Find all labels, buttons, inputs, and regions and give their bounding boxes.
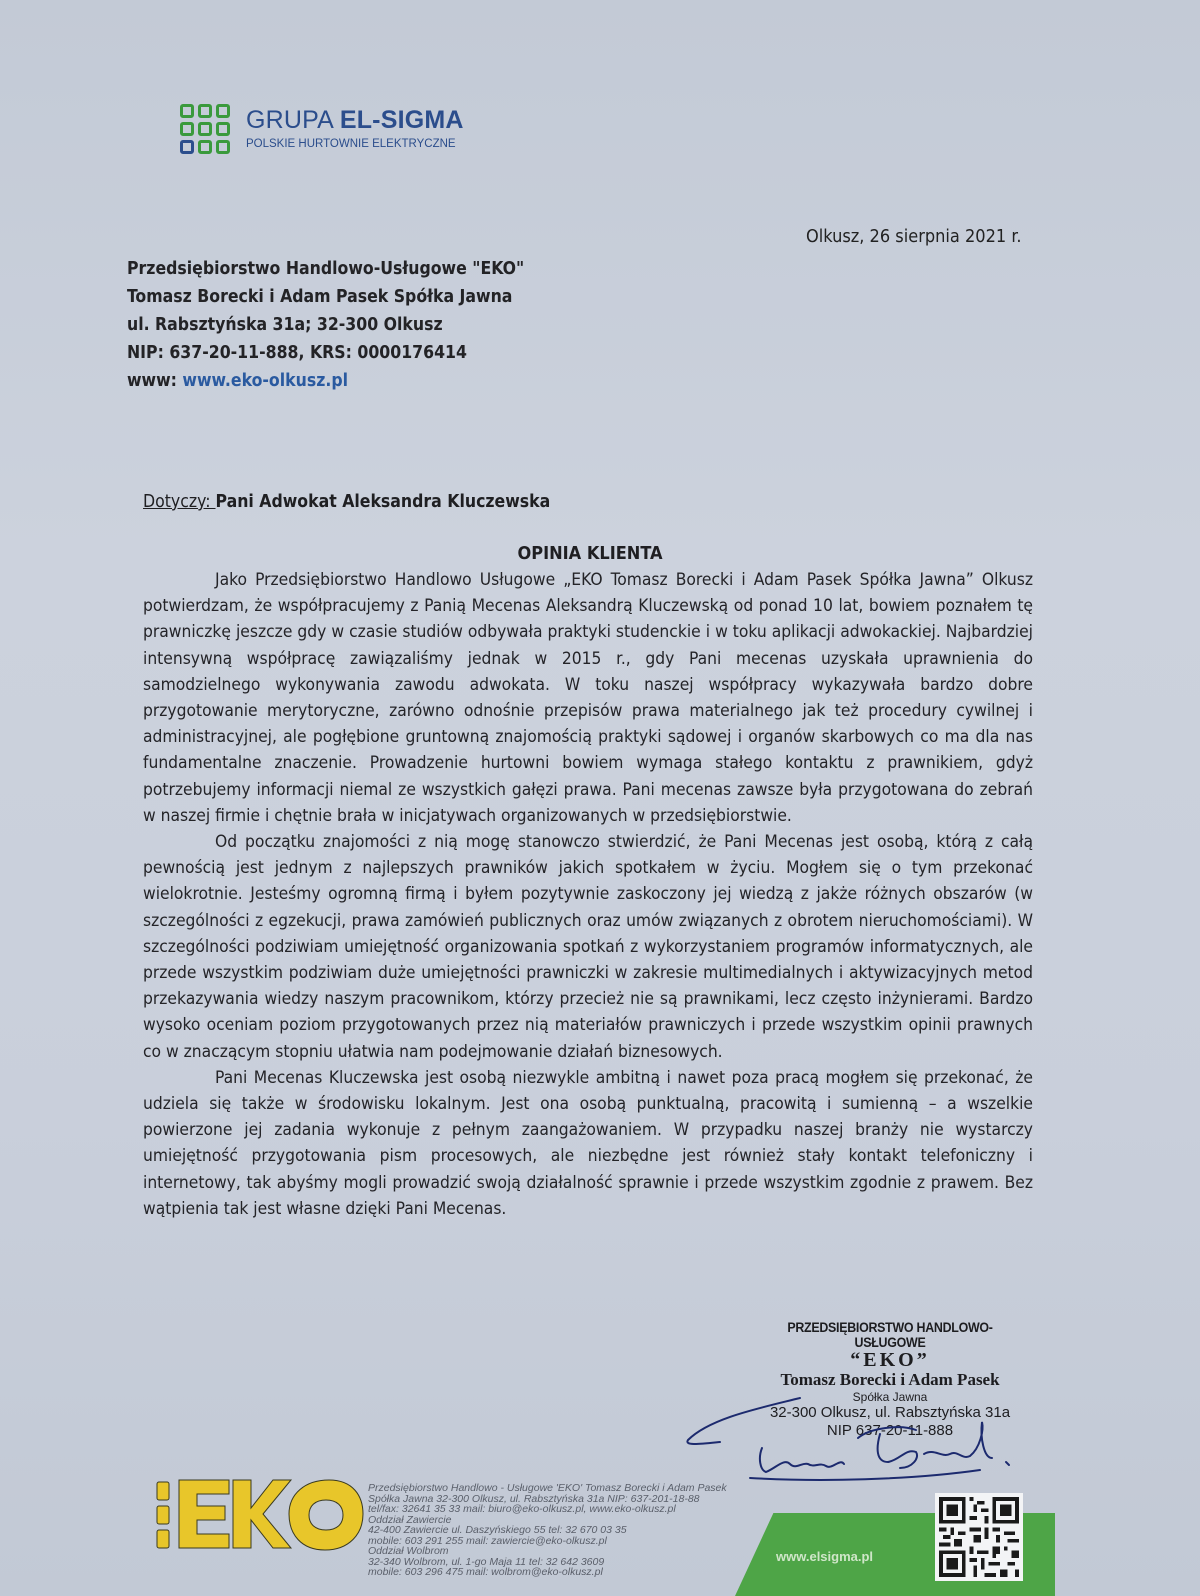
stamp-line: PRZEDSIĘBIORSTWO HANDLOWO-USŁUGOWE (787, 1320, 993, 1350)
stamp-line: 32-300 Olkusz, ul. Rabsztyńska 31a (769, 1404, 1011, 1421)
stamp-line: “EKO” (850, 1349, 930, 1371)
brand-name (246, 106, 464, 135)
footer-contact (368, 1483, 727, 1578)
www-label: www: (127, 371, 183, 391)
footer-line: 42-400 Zawiercie ul. Daszyńskiego 55 tel: 32 670 03 35 (368, 1524, 627, 1536)
letter-date: Olkusz, 26 sierpnia 2021 r. (806, 226, 1022, 247)
brand-name-bold: EL-SIGMA (339, 106, 464, 134)
el-sigma-grid-logo-icon (180, 104, 232, 160)
sender-www (127, 367, 524, 395)
subject-line (143, 492, 550, 512)
body-paragraph: Od początku znajomości z nią mogę stanowczo stwierdzić, że Pani Mecenas jest osobą, którą z całą pewnością jest jednym z najlepszych prawników jakich spotkałem w życiu. Mogłem się o tym przekonać wielokrotnie. Jesteśmy ogromną firmą i byłem pozytywnie zaskoczony jej wiedzą z jakże różnych obszarów (w szczególności z egzekucji, prawa zamówień publicznych oraz umów związanych z obrotem nieruchomościami). W szczególności podziwiam umiejętność organizowania spotkań z wykorzystaniem programów informatycznych, ale przede wszystkim podziwiam duże umiejętności prawniczki w zakresie multimedialnych i aktywizacyjnych metod przekazywania wiedzy naszym pracownikom, którzy przecież nie są prawnikami, lecz często inżynierami. Bardzo wysoko oceniam poziom przygotowanych przez nią materiałów prawniczych i przede wszystkim opinii prawnych co w znaczącym stopniu ułatwia nam podejmowanie działań biznesowych. (143, 832, 1033, 1062)
subject-label: Dotyczy: (143, 492, 216, 512)
sender-address (127, 255, 524, 395)
body-paragraph: Jako Przedsiębiorstwo Handlowo Usługowe „EKO Tomasz Borecki i Adam Pasek Spółka Jawna” Olkusz potwierdzam, że współpracujemy z Panią Mecenas Aleksandrą Kluczewską od ponad 10 lat, bowiem poznałem tę prawniczkę jeszcze gdy w czasie studiów odbywała praktyki studenckie i w toku aplikacji adwokackiej. Najbardziej intensywną współpracę zawiązaliśmy jednak w 2015 r., gdy Pani mecenas uzyskała uprawnienia do samodzielnego wykonywania zawodu adwokata. W toku naszej współpracy wykazywała bardzo dobre przygotowanie merytoryczne, zarówno odnośnie przepisów prawa materialnego jak też procedury cywilnej i administracyjnej, ale pogłębione gruntowną znajomością praktyki sądowej i organów skarbowych co ma dla nas fundamentalne znaczenie. Prowadzenie hurtowni bowiem wymaga stałego kontaktu z prawnikiem, gdyż potrzebujemy informacji niemal ze wszystkich gałęzi prawa. Pani mecenas zawsze była przygotowana do zebrań w naszej firmie i chętnie brała w inicjatywach organizowanych w przedsiębiorstwie. (143, 570, 1033, 826)
handwritten-signature-icon (680, 1378, 1040, 1488)
footer-line: Oddział Zawiercie (368, 1513, 452, 1526)
footer-line: 32-340 Wolbrom, ul. 1-go Maja 11 tel: 32 642 3609 (368, 1555, 605, 1568)
brand-prefix: GRUPA (246, 106, 340, 134)
qr-code-icon (935, 1493, 1023, 1581)
stamp-line: NIP 637-20-11-888 (826, 1422, 954, 1439)
footer-line: mobile: 603 291 255 mail: zawiercie@eko-olkusz.pl (368, 1534, 607, 1547)
document-title: OPINIA KLIENTA (517, 543, 663, 564)
website-link[interactable]: www.eko-olkusz.pl (182, 371, 348, 391)
footer-line: tel/fax: 32641 35 33 mail: biuro@eko-olkusz.pl, www.eko-olkusz.pl (368, 1503, 676, 1515)
sender-line: Przedsiębiorstwo Handlowo-Usługowe "EKO" (127, 259, 525, 279)
footer-line: Przedsiębiorstwo Handlowo - Usługowe 'EKO' Tomasz Borecki i Adam Pasek (368, 1482, 727, 1494)
subject-value: Pani Adwokat Aleksandra Kluczewska (215, 492, 551, 512)
stamp-line: Spółka Jawna (852, 1390, 928, 1404)
sender-line: ul. Rabsztyńska 31a; 32-300 Olkusz (127, 315, 443, 335)
stamp-line: Tomasz Borecki i Adam Pasek (780, 1370, 1000, 1389)
eko-logo-icon (155, 1478, 365, 1558)
footer-line: mobile: 603 296 475 mail: wolbrom@eko-olkusz.pl (368, 1566, 603, 1578)
brand-tagline: POLSKIE HURTOWNIE ELEKTRYCZNE (246, 138, 456, 150)
elsigma-url[interactable]: www.elsigma.pl (776, 1549, 874, 1564)
sender-line: Tomasz Borecki i Adam Pasek Spółka Jawna (127, 287, 513, 307)
letter-body (143, 567, 1033, 1222)
sender-line: NIP: 637-20-11-888, KRS: 0000176414 (127, 343, 467, 363)
footer-line: Spółka Jawna 32-300 Olkusz, ul. Rabsztyńska 31a NIP: 637-201-18-88 (368, 1492, 700, 1505)
body-paragraph: Pani Mecenas Kluczewska jest osobą niezwykle ambitną i nawet poza pracą mogłem się przekonać, że udziela się także w środowisku lokalnym. Jest ona osobą punktualną, pracowitą i sumienną – a wszelkie powierzone jej zadania wykonuje z pełnym zaangażowaniem. W przypadku naszej branży nie wystarczy umiejętność przygotowania pism procesowych, ale niezbędne jest również stały kontakt telefoniczny i internetowy, tak abyśmy mogli prowadzić swoją działalność sprawnie i przede wszystkim zgodnie z prawem. Bez wątpienia tak jest własne dzięki Pani Mecenas. (143, 1067, 1033, 1219)
footer-line: Oddział Wolbrom (368, 1545, 449, 1557)
